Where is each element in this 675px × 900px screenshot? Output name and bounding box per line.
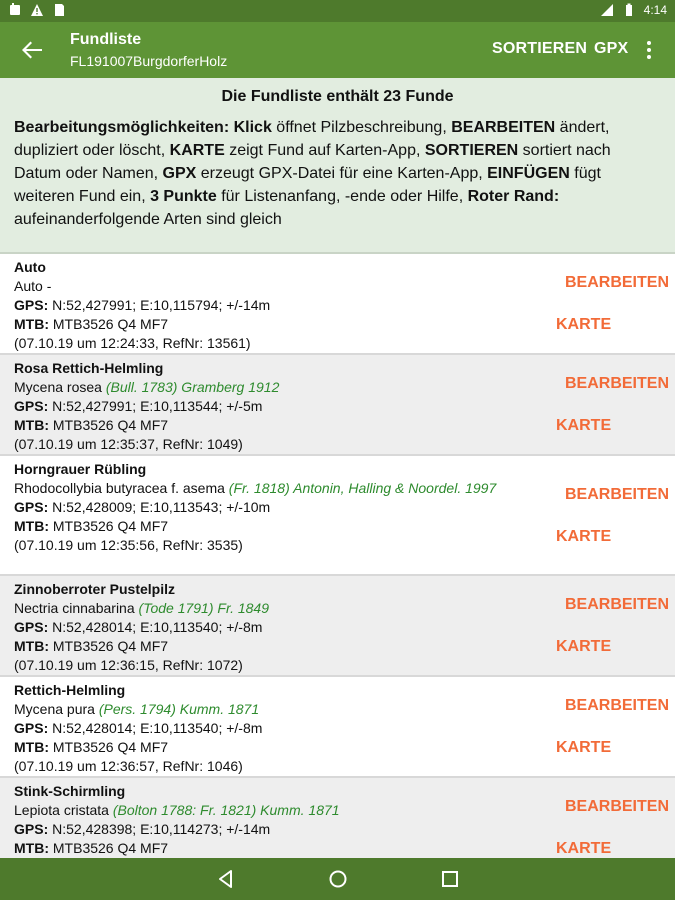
mtb-value: MTB3526 Q4 MF7 [49,840,169,856]
map-button[interactable]: KARTE [556,528,612,545]
timestamp: (07.10.19 um 12:35:37, RefNr: 1049) [14,436,243,452]
nav-home-icon[interactable] [328,869,348,889]
info-desc: fügt weiteren Fund ein, [14,165,601,205]
gps-line [14,719,675,738]
latin-text: Mycena rosea [14,379,106,395]
species-name: Rettich-Helmling [14,682,126,698]
gps-value: N:52,427991; E:10,113544; +/-5m [48,398,263,414]
info-text [14,116,661,231]
info-desc: ändert, dupliziert oder löscht, [14,119,610,159]
mtb-value: MTB3526 Q4 MF7 [49,417,169,433]
app-bar [0,22,675,78]
map-button[interactable]: KARTE [556,739,612,756]
map-button[interactable]: KARTE [556,840,612,857]
info-keyword: Roter Rand: [467,188,560,205]
list-item[interactable] [0,576,675,677]
gps-value: N:52,428398; E:10,114273; +/-14m [48,821,271,837]
list-item[interactable] [0,355,675,456]
mtb-value: MTB3526 Q4 MF7 [49,316,169,332]
species-name: Zinnoberroter Pustelpilz [14,581,176,597]
nav-recents-icon[interactable] [440,869,460,889]
latin-text: Nectria cinnabarina [14,600,139,616]
back-arrow-icon[interactable] [18,36,46,64]
mtb-value: MTB3526 Q4 MF7 [49,638,169,654]
map-button[interactable]: KARTE [556,417,612,434]
page-subtitle: FL191007BurgdorferHolz [70,53,228,69]
latin-text: Lepiota cristata [14,802,113,818]
mtb-value: MTB3526 Q4 MF7 [49,739,169,755]
map-button[interactable]: KARTE [556,638,612,655]
edit-button[interactable]: BEARBEITEN [564,596,669,613]
gps-label: GPS: [14,297,49,313]
species-name: Rosa Rettich-Helmling [14,360,164,376]
author-text: (Bull. 1783) Gramberg 1912 [105,379,280,395]
info-desc: erzeugt GPX-Datei für eine Karten-App, [196,165,488,182]
info-desc: aufeinanderfolgende Arten sind gleich [14,211,282,228]
species-name: Auto [14,259,46,275]
map-button[interactable]: KARTE [556,316,612,333]
battery-icon [622,3,636,17]
sort-button[interactable]: SORTIEREN [492,40,588,57]
storage-icon [52,3,66,17]
mtb-label: MTB: [14,638,49,654]
gps-value: N:52,428009; E:10,113543; +/-10m [48,499,271,515]
info-desc: für Listenanfang, -ende oder Hilfe, [216,188,468,205]
list-item[interactable] [0,677,675,778]
species-name: Stink-Schirmling [14,783,126,799]
gps-label: GPS: [14,619,49,635]
latin-text: Rhodocollybia butyracea f. asema [14,480,229,496]
gps-value: N:52,428014; E:10,113540; +/-8m [48,720,263,736]
find-list [0,254,675,858]
info-keyword: Bearbeitungsmöglichkeiten: Klick [14,119,272,136]
gps-label: GPS: [14,720,49,736]
timestamp: (07.10.19 um 12:36:15, RefNr: 1072) [14,657,243,673]
mtb-label: MTB: [14,739,49,755]
edit-button[interactable]: BEARBEITEN [564,274,669,291]
info-desc: zeigt Fund auf Karten-App, [224,142,425,159]
gps-line [14,397,675,416]
list-item[interactable] [0,456,675,576]
mtb-label: MTB: [14,840,49,856]
more-vert-icon[interactable] [640,38,658,62]
status-bar [0,0,675,22]
gps-value: N:52,427991; E:10,115794; +/-14m [48,297,271,313]
info-keyword: BEARBEITEN [451,119,556,136]
gps-label: GPS: [14,821,49,837]
signal-icon [600,3,614,17]
gps-line [14,820,675,839]
gpx-button[interactable]: GPX [594,40,629,57]
species-name: Horngrauer Rübling [14,461,147,477]
gps-line [14,618,675,637]
author-text: (Pers. 1794) Kumm. 1871 [98,701,260,717]
info-keyword: EINFÜGEN [487,165,570,182]
mtb-label: MTB: [14,518,49,534]
edit-button[interactable]: BEARBEITEN [564,486,669,503]
list-item[interactable] [0,778,675,858]
timestamp: (07.10.19 um 12:35:56, RefNr: 3535) [14,537,243,553]
author-text: (Fr. 1818) Antonin, Halling & Noordel. 1997 [228,480,497,496]
latin-name [14,700,544,719]
latin-name [14,277,544,296]
author-text: (Tode 1791) Fr. 1849 [138,600,270,616]
gps-label: GPS: [14,398,49,414]
mtb-label: MTB: [14,316,49,332]
latin-name [14,479,544,498]
info-keyword: KARTE [169,142,225,159]
notification-icon [8,3,22,17]
navigation-bar [0,858,675,900]
latin-text: Mycena pura [14,701,99,717]
latin-name [14,378,544,397]
gps-value: N:52,428014; E:10,113540; +/-8m [48,619,263,635]
info-desc: öffnet Pilzbeschreibung, [271,119,452,136]
info-heading: Die Fundliste enthält 23 Funde [221,88,454,105]
gps-label: GPS: [14,499,49,515]
latin-name [14,801,544,820]
edit-button[interactable]: BEARBEITEN [564,798,669,815]
info-keyword: GPX [162,165,197,182]
mtb-value: MTB3526 Q4 MF7 [49,518,169,534]
status-time: 4:14 [643,3,667,17]
warning-icon [30,3,44,17]
info-keyword: 3 Punkte [150,188,217,205]
edit-button[interactable]: BEARBEITEN [564,375,669,392]
timestamp: (07.10.19 um 12:36:57, RefNr: 1046) [14,758,243,774]
nav-back-icon[interactable] [216,869,236,889]
gps-line [14,296,675,315]
latin-text: Auto - [14,278,52,294]
list-item[interactable] [0,254,675,355]
timestamp: (07.10.19 um 12:24:33, RefNr: 13561) [14,335,251,351]
page-title: Fundliste [70,31,142,48]
author-text: (Bolton 1788: Fr. 1821) Kumm. 1871 [112,802,340,818]
info-keyword: SORTIEREN [424,142,519,159]
edit-button[interactable]: BEARBEITEN [564,697,669,714]
info-panel [0,78,675,254]
mtb-label: MTB: [14,417,49,433]
info-desc: sortiert nach Datum oder Namen, [14,142,611,182]
latin-name [14,599,544,618]
